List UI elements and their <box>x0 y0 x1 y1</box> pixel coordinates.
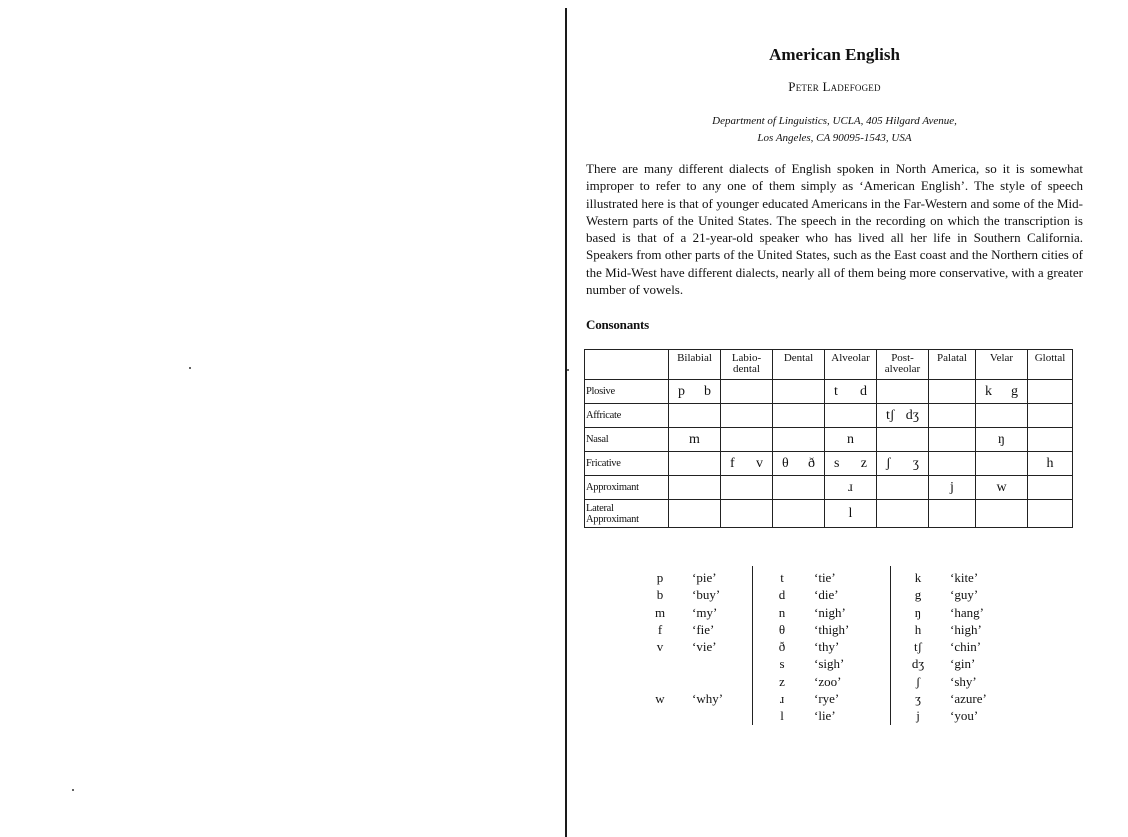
ipa-symbol: k <box>985 383 992 399</box>
example-row <box>642 569 723 586</box>
chart-header-row <box>585 350 1073 380</box>
chart-cell <box>721 452 773 476</box>
example-column-2 <box>764 569 849 725</box>
chart-cell <box>773 380 825 404</box>
example-word: ‘thigh’ <box>814 621 850 637</box>
example-symbol: s <box>779 656 785 672</box>
example-row <box>764 586 849 603</box>
chart-row <box>585 380 1073 404</box>
column-header: Palatal <box>929 350 976 380</box>
chart-cell <box>1028 452 1073 476</box>
chart-cell <box>1028 500 1073 528</box>
chart-cell <box>669 500 721 528</box>
chart-row <box>585 500 1073 528</box>
column-header: Alveolar <box>825 350 877 380</box>
ipa-symbol: n <box>847 431 854 447</box>
row-label: Lateral Approximant <box>585 500 669 528</box>
example-row <box>764 690 849 707</box>
example-row <box>764 707 849 724</box>
chart-cell <box>825 452 877 476</box>
ipa-symbol: b <box>704 383 711 399</box>
column-header: Post- alveolar <box>877 350 929 380</box>
ipa-symbol: s <box>834 455 840 471</box>
example-row <box>764 569 849 586</box>
author-affiliation <box>586 113 1083 147</box>
chart-cell <box>1028 476 1073 500</box>
example-row <box>642 638 723 655</box>
example-word: ‘zoo’ <box>814 673 842 689</box>
example-column-3 <box>900 569 987 725</box>
example-row <box>900 604 987 621</box>
intro-paragraph: There are many different dialects of English spoken in North America, so it is somewhat improper to refer to any one of them simply as ‘American English’. The style of speech illustrated here is that of younger educated Americans in the Far-Western and some of the Mid-Western parts of the United States. The speech in the recording on which the transcription is based is that of a 21-year-old speaker who has lived all her life in Southern California. Speakers from other parts of the United States, such as the East coast and the Northern cities of the Mid-West have different dialects, nearly all of them being more conservative, with a greater number of vowels. <box>586 161 1083 298</box>
example-word: ‘fie’ <box>692 621 715 637</box>
example-symbol: t <box>780 570 784 585</box>
example-row <box>642 621 723 638</box>
example-word: ‘rye’ <box>814 691 840 707</box>
chart-cell <box>825 380 877 404</box>
chart-cell <box>929 428 976 452</box>
column-divider <box>752 566 753 725</box>
ipa-symbol: dʒ <box>905 407 919 423</box>
example-word: ‘die’ <box>814 587 839 603</box>
chart-corner-cell <box>585 350 669 380</box>
chart-cell <box>669 476 721 500</box>
chart-cell <box>773 476 825 500</box>
example-symbol: d <box>778 587 786 603</box>
example-word: ‘my’ <box>692 604 718 620</box>
example-word: ‘why’ <box>692 691 724 707</box>
scan-speck <box>567 369 569 371</box>
example-row <box>642 604 723 621</box>
example-row <box>642 655 723 672</box>
article-title: American English <box>769 45 900 64</box>
chart-cell <box>877 476 929 500</box>
example-word: ‘thy’ <box>814 639 840 655</box>
row-label: Affricate <box>585 404 669 428</box>
example-row <box>764 621 849 638</box>
affiliation-line: Department of Linguistics, UCLA, 405 Hilgard Avenue, <box>712 115 957 127</box>
chart-cell <box>825 428 877 452</box>
example-word: ‘high’ <box>950 621 982 637</box>
example-word: ‘hang’ <box>950 604 984 620</box>
ipa-symbol: j <box>950 479 954 495</box>
example-row <box>900 655 987 672</box>
example-symbol: dʒ <box>911 656 925 672</box>
chart-cell <box>929 452 976 476</box>
example-row <box>764 638 849 655</box>
chart-cell <box>929 404 976 428</box>
chart-cell <box>721 404 773 428</box>
chart-cell <box>929 476 976 500</box>
example-symbol: g <box>914 587 922 603</box>
chart-cell <box>721 428 773 452</box>
section-heading: Consonants <box>586 317 650 332</box>
chart-cell <box>773 404 825 428</box>
example-symbol: k <box>914 570 922 585</box>
example-row <box>764 655 849 672</box>
affiliation-line: Los Angeles, CA 90095-1543, USA <box>757 132 912 144</box>
chart-cell <box>669 428 721 452</box>
chart-cell <box>976 404 1028 428</box>
chart-cell <box>773 500 825 528</box>
chart-row <box>585 404 1073 428</box>
example-column-1 <box>642 569 723 707</box>
chart-cell <box>669 452 721 476</box>
ipa-symbol: ʃ <box>886 455 891 471</box>
chart-cell <box>1028 404 1073 428</box>
column-header: Velar <box>976 350 1028 380</box>
example-word: ‘tie’ <box>814 570 836 585</box>
book-spine-line <box>565 8 567 837</box>
ipa-symbol: θ <box>782 455 789 471</box>
ipa-symbol: tʃ <box>886 407 895 423</box>
example-word: ‘sigh’ <box>814 656 845 672</box>
chart-cell <box>773 452 825 476</box>
example-symbol: z <box>779 673 785 689</box>
chart-cell <box>825 404 877 428</box>
example-row <box>642 673 723 690</box>
chart-cell <box>825 500 877 528</box>
chart-cell <box>773 428 825 452</box>
chart-cell <box>976 476 1028 500</box>
example-symbol: v <box>656 639 664 655</box>
chart-cell <box>669 380 721 404</box>
chart-cell <box>877 428 929 452</box>
ipa-symbol: d <box>860 383 867 399</box>
example-word: ‘kite’ <box>950 570 979 585</box>
example-row <box>900 621 987 638</box>
scan-speck <box>72 789 74 791</box>
example-word: ‘azure’ <box>950 691 987 707</box>
consonant-chart <box>584 349 1073 528</box>
example-symbol: w <box>655 691 665 707</box>
chart-cell <box>877 452 929 476</box>
ipa-symbol: ʒ <box>912 455 919 471</box>
example-row <box>764 673 849 690</box>
column-header: Bilabial <box>669 350 721 380</box>
column-header: Labio- dental <box>721 350 773 380</box>
example-symbol: ð <box>778 639 786 655</box>
example-symbol: tʃ <box>914 639 922 655</box>
example-symbol: j <box>916 708 920 724</box>
row-label: Nasal <box>585 428 669 452</box>
example-symbol: n <box>778 604 786 620</box>
chart-cell <box>877 404 929 428</box>
ipa-symbol: h <box>1046 455 1054 471</box>
example-symbol: ŋ <box>914 604 922 620</box>
example-row <box>900 690 987 707</box>
ipa-symbol: f <box>730 455 735 471</box>
ipa-symbol: ɹ <box>848 479 853 495</box>
ipa-symbol: t <box>834 383 838 399</box>
article-author: Peter Ladefoged <box>788 79 881 94</box>
example-word: ‘guy’ <box>950 587 979 603</box>
example-row <box>900 569 987 586</box>
chart-cell <box>877 500 929 528</box>
chart-cell <box>721 500 773 528</box>
example-row <box>900 638 987 655</box>
example-row <box>900 707 987 724</box>
ipa-symbol: p <box>678 383 685 399</box>
scan-speck <box>189 367 191 369</box>
chart-cell <box>669 404 721 428</box>
example-word: ‘buy’ <box>692 587 721 603</box>
chart-row <box>585 452 1073 476</box>
ipa-symbol: v <box>756 455 763 471</box>
example-word: ‘nigh’ <box>814 604 846 620</box>
example-word: ‘lie’ <box>814 708 836 724</box>
example-symbol: b <box>656 587 664 603</box>
example-symbol: ʒ <box>915 691 921 707</box>
chart-cell <box>721 380 773 404</box>
ipa-symbol: ð <box>808 455 815 471</box>
example-symbol: θ <box>778 621 786 637</box>
example-word: ‘vie’ <box>692 639 717 655</box>
chart-cell <box>976 500 1028 528</box>
example-word: ‘you’ <box>950 708 979 724</box>
example-row <box>642 690 723 707</box>
ipa-symbol: l <box>848 505 853 521</box>
column-header: Glottal <box>1028 350 1073 380</box>
chart-cell <box>929 380 976 404</box>
chart-cell <box>721 476 773 500</box>
chart-cell <box>1028 380 1073 404</box>
ipa-symbol: g <box>1011 383 1018 399</box>
row-label: Fricative <box>585 452 669 476</box>
example-row <box>764 604 849 621</box>
example-row <box>900 673 987 690</box>
ipa-symbol: m <box>689 431 700 447</box>
ipa-symbol: z <box>860 455 867 471</box>
example-symbol: ʃ <box>915 673 921 689</box>
example-symbol: f <box>657 621 663 637</box>
column-divider <box>890 566 891 725</box>
ipa-symbol: w <box>996 479 1007 495</box>
chart-cell <box>1028 428 1073 452</box>
chart-cell <box>976 428 1028 452</box>
example-row <box>900 586 987 603</box>
example-word: ‘chin’ <box>950 639 982 655</box>
chart-cell <box>976 452 1028 476</box>
column-header: Dental <box>773 350 825 380</box>
chart-row <box>585 428 1073 452</box>
example-row <box>642 586 723 603</box>
example-symbol: l <box>780 708 784 724</box>
example-word: ‘gin’ <box>950 656 976 672</box>
chart-cell <box>976 380 1028 404</box>
ipa-symbol: ŋ <box>998 431 1005 447</box>
row-label: Approximant <box>585 476 669 500</box>
example-word: ‘shy’ <box>950 673 977 689</box>
example-word: ‘pie’ <box>692 570 717 585</box>
chart-row <box>585 476 1073 500</box>
example-symbol: p <box>656 570 664 585</box>
chart-cell <box>929 500 976 528</box>
chart-cell <box>825 476 877 500</box>
row-label: Plosive <box>585 380 669 404</box>
example-symbol: m <box>654 604 666 620</box>
example-symbol: ɹ <box>779 691 785 707</box>
example-symbol: h <box>914 621 922 637</box>
chart-cell <box>877 380 929 404</box>
